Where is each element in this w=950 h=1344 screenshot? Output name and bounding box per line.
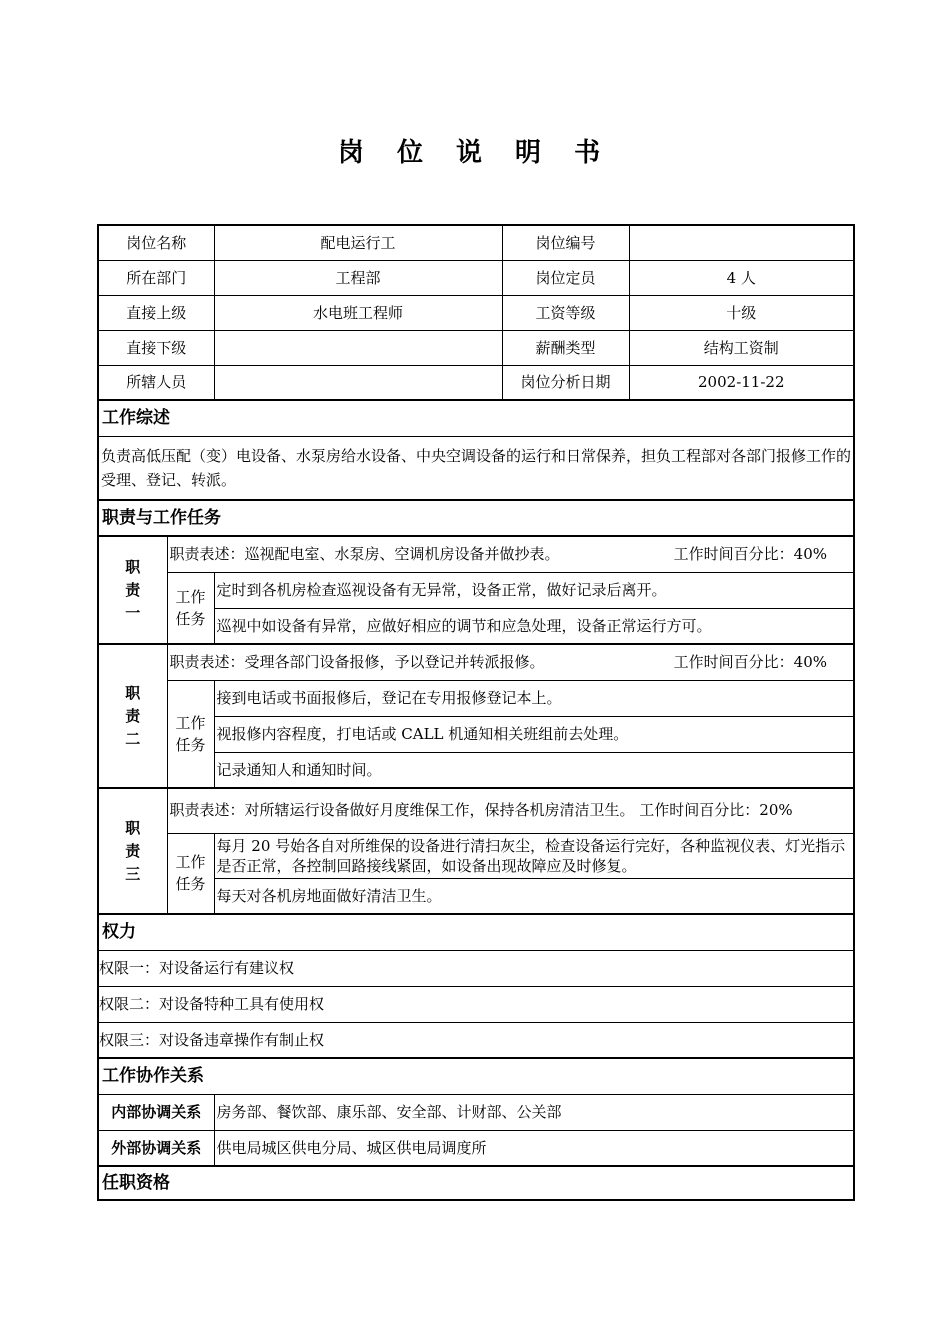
position-no-label: 岗位编号: [502, 225, 629, 260]
duty-3-task-label: [167, 833, 214, 914]
duty-2-label-char-2: 责: [125, 706, 141, 725]
info-row-5: [98, 365, 854, 400]
authority-item-2: 权限二：对设备特种工具有使用权: [98, 986, 854, 1022]
authority-item-3: 权限三：对设备违章操作有制止权: [98, 1022, 854, 1058]
authority-row-1: [98, 950, 854, 986]
info-row-1: [98, 225, 854, 260]
position-name-label: 岗位名称: [98, 225, 214, 260]
duty-3-label-char-2: 责: [125, 841, 141, 860]
duty-1-statement: [167, 536, 854, 572]
headcount-label: 岗位定员: [502, 260, 629, 295]
task-label-line-1: 工作: [175, 587, 206, 606]
authority-item-1: 权限一：对设备运行有建议权: [98, 950, 854, 986]
duties-heading-row: [98, 500, 854, 536]
external-relations-label: 外部协调关系: [98, 1130, 214, 1166]
grade-value: 十级: [629, 295, 854, 330]
duty-3-label-char-1: 职: [125, 818, 141, 837]
duty-2-task-label: [167, 680, 214, 788]
internal-relations-value: 房务部、餐饮部、康乐部、安全部、计财部、公关部: [214, 1094, 854, 1130]
qualification-heading: 任职资格: [98, 1166, 854, 1200]
duty-1-task-1: 定时到各机房检查巡视设备有无异常，设备正常，做好记录后离开。: [214, 572, 854, 608]
duty-3-label: [98, 788, 167, 914]
authority-row-2: [98, 986, 854, 1022]
job-description-table: [97, 224, 855, 1201]
duty-3-task-2: 每天对各机房地面做好清洁卫生。: [214, 878, 854, 914]
duty-1-label: [98, 536, 167, 644]
job-description-form: [97, 224, 853, 1201]
position-name-value: 配电运行工: [214, 225, 502, 260]
duty-3-task-1: 每月 20 号始各自对所维保的设备进行清扫灰尘，检查设备运行完好，各种监视仪表、灯光指示是否正常，各控制回路接线紧固，如设备出现故障应及时修复。: [214, 833, 854, 878]
subordinate-value: [214, 330, 502, 365]
analysis-date-label: 岗位分析日期: [502, 365, 629, 400]
duty-2-statement-row: [98, 644, 854, 680]
headcount-value: 4 人: [629, 260, 854, 295]
duty-1-label-char-3: 一: [125, 603, 141, 622]
summary-row: [98, 436, 854, 500]
duty-1-task-2: 巡视中如设备有异常，应做好相应的调节和应急处理，设备正常运行方可。: [214, 608, 854, 644]
duty-3-label-char-3: 三: [125, 864, 141, 883]
info-row-3: [98, 295, 854, 330]
duty-2-statement-text: 职责表述：受理各部门设备报修，予以登记并转派报修。: [169, 653, 545, 672]
duty-2-percent: 工作时间百分比：40%: [673, 653, 828, 672]
task-label-line-1: 工作: [175, 853, 206, 872]
duty-1-statement-row: [98, 536, 854, 572]
task-label-line-2: 任务: [175, 875, 206, 894]
authority-heading-row: [98, 914, 854, 950]
grade-label: 工资等级: [502, 295, 629, 330]
dept-value: 工程部: [214, 260, 502, 295]
info-row-4: [98, 330, 854, 365]
duties-heading: 职责与工作任务: [98, 500, 854, 536]
qualification-heading-row: [98, 1166, 854, 1200]
document-title: 岗 位 说 明 书: [337, 138, 613, 168]
relations-heading-row: [98, 1058, 854, 1094]
duty-1-task-row-1: [98, 572, 854, 608]
task-label-line-2: 任务: [175, 735, 206, 754]
summary-text: 负责高低压配（变）电设备、水泵房给水设备、中央空调设备的运行和日常保养，担负工程部对各部门报修工作的受理、登记、转派。: [98, 436, 854, 500]
dept-label: 所在部门: [98, 260, 214, 295]
info-row-2: [98, 260, 854, 295]
relations-heading: 工作协作关系: [98, 1058, 854, 1094]
staff-value: [214, 365, 502, 400]
task-label-line-2: 任务: [175, 609, 206, 628]
duty-2-label-char-1: 职: [125, 683, 141, 702]
internal-relations-label: 内部协调关系: [98, 1094, 214, 1130]
position-no-value: [629, 225, 854, 260]
analysis-date-value: 2002-11-22: [629, 365, 854, 400]
duty-3-statement: 职责表述：对所辖运行设备做好月度维保工作，保持各机房清洁卫生。 工作时间百分比：20%: [167, 788, 854, 833]
duty-2-statement: [167, 644, 854, 680]
external-relations-value: 供电局城区供电分局、城区供电局调度所: [214, 1130, 854, 1166]
internal-relations-row: [98, 1094, 854, 1130]
superior-value: 水电班工程师: [214, 295, 502, 330]
duty-2-label: [98, 644, 167, 788]
summary-heading: 工作综述: [98, 400, 854, 436]
staff-label: 所辖人员: [98, 365, 214, 400]
duty-1-task-label: [167, 572, 214, 644]
duty-2-label-char-3: 二: [125, 729, 141, 748]
summary-heading-row: [98, 400, 854, 436]
duty-1-statement-text: 职责表述：巡视配电室、水泵房、空调机房设备并做抄表。: [169, 545, 560, 564]
duty-3-task-row-1: [98, 833, 854, 878]
superior-label: 直接上级: [98, 295, 214, 330]
authority-row-3: [98, 1022, 854, 1058]
authority-heading: 权力: [98, 914, 854, 950]
external-relations-row: [98, 1130, 854, 1166]
duty-1-label-char-2: 责: [125, 580, 141, 599]
duty-3-statement-row: [98, 788, 854, 833]
duty-2-task-3: 记录通知人和通知时间。: [214, 752, 854, 788]
pay-type-value: 结构工资制: [629, 330, 854, 365]
duty-1-label-char-1: 职: [125, 557, 141, 576]
duty-2-task-row-1: [98, 680, 854, 716]
pay-type-label: 薪酬类型: [502, 330, 629, 365]
duty-2-task-1: 接到电话或书面报修后，登记在专用报修登记本上。: [214, 680, 854, 716]
duty-2-task-2: 视报修内容程度，打电话或 CALL 机通知相关班组前去处理。: [214, 716, 854, 752]
duty-1-percent: 工作时间百分比：40%: [673, 545, 828, 564]
task-label-line-1: 工作: [175, 713, 206, 732]
subordinate-label: 直接下级: [98, 330, 214, 365]
